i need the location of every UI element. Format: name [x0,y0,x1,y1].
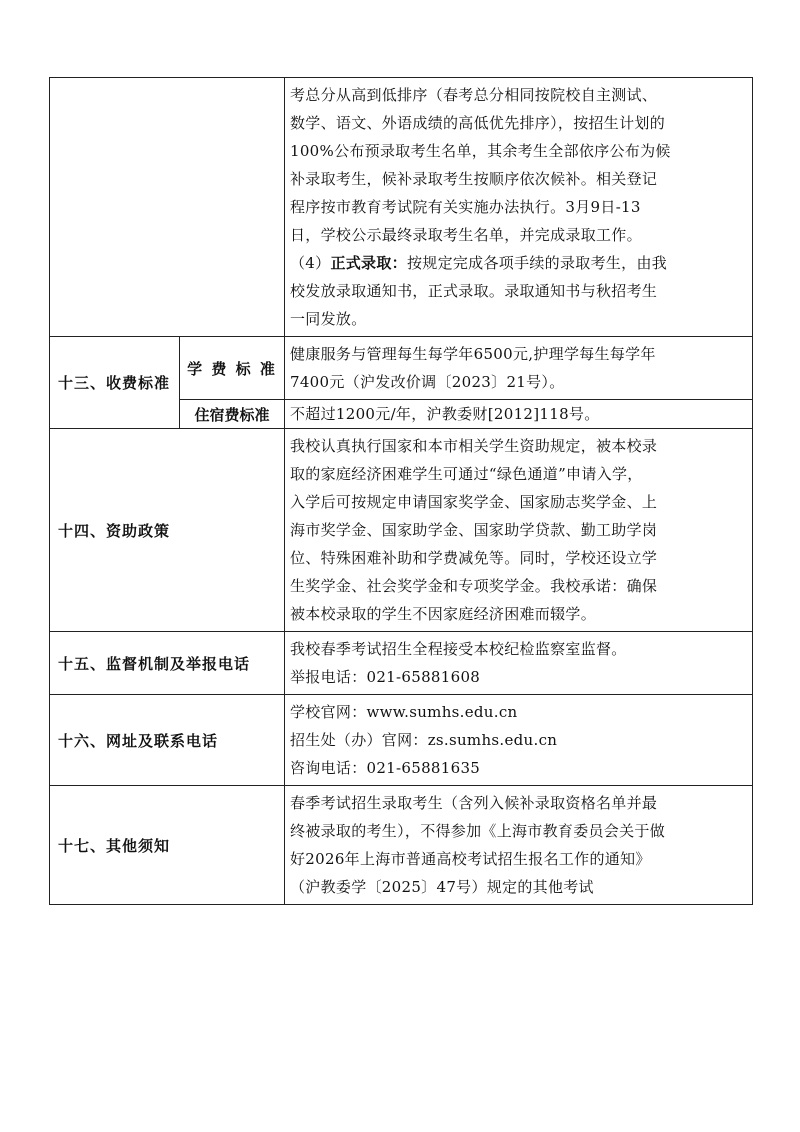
text-line: 被本校录取的学生不因家庭经济困难而辍学。 [290,605,597,623]
text-line: 补录取考生，候补录取考生按顺序依次候补。相关登记 [290,170,658,188]
section13-tuition-row [50,337,753,400]
section17-label: 十七、其他须知 [50,786,285,905]
text-line: 春季考试招生录取考生（含列入候补录取资格名单并最 [290,794,658,812]
text-line: 海市奖学金、国家助学金、国家助学贷款、勤工助学岗 [290,521,658,539]
item4-line [290,249,748,277]
enrollment-info-table [49,77,753,905]
text-line: 健康服务与管理每生每学年6500元,护理学每生每学年 [290,345,656,363]
text-line: 日，学校公示最终录取考生名单，并完成录取工作。 [290,226,642,244]
section12-label-cell [50,78,285,337]
text-line: 不超过1200元/年，沪教委财[2012]118号。 [290,405,600,423]
section14-row [50,429,753,632]
item4-bold-title: 正式录取： [330,254,407,272]
tuition-content [285,337,753,400]
text-line: 入学后可按规定申请国家奖学金、国家励志奖学金、上 [290,493,658,511]
section15-content [285,632,753,695]
section14-content [285,429,753,632]
section17-row [50,786,753,905]
tuition-label: 学 费 标 准 [180,337,285,400]
section17-content [285,786,753,905]
section16-label: 十六、网址及联系电话 [50,695,285,786]
section16-content [285,695,753,786]
section14-label: 十四、资助政策 [50,429,285,632]
text-line: 数学、语文、外语成绩的高低优先排序），按招生计划的 [290,114,666,132]
item4-prefix: （4） [290,254,331,272]
text-line: 我校认真执行国家和本市相关学生资助规定，被本校录 [290,437,658,455]
text-line: 程序按市教育考试院有关实施办法执行。3月9日-13 [290,198,641,216]
item4-text: 按规定完成各项手续的录取考生，由我 [406,254,668,272]
dorm-fee-content [285,400,753,429]
text-line: 取的家庭经济困难学生可通过“绿色通道”申请入学， [290,465,643,483]
section13-label: 十三、收费标准 [50,337,180,429]
text-line: 生奖学金、社会奖学金和专项奖学金。我校承诺：确保 [290,577,658,595]
text-line: 7400元（沪发改价调〔2023〕21号）。 [290,373,565,391]
section12-content [285,78,753,337]
text-line: 举报电话：021-65881608 [290,668,481,686]
section15-label: 十五、监督机制及举报电话 [50,632,285,695]
text-line: 100%公布预录取考生名单，其余考生全部依序公布为候 [290,142,671,160]
dorm-fee-label: 住宿费标准 [180,400,285,429]
text-line: 位、特殊困难补助和学费减免等。同时，学校还设立学 [290,549,658,567]
text-line: 招生处（办）官网：zs.sumhs.edu.cn [290,731,558,749]
text-line: （沪教委学〔2025〕47号）规定的其他考试 [290,878,594,896]
text-line: 终被录取的考生），不得参加《上海市教育委员会关于做 [290,822,666,840]
text-line: 一同发放。 [290,310,367,328]
text-line: 咨询电话：021-65881635 [290,759,481,777]
section16-row [50,695,753,786]
text-line: 校发放录取通知书，正式录取。录取通知书与秋招考生 [290,282,658,300]
text-line: 考总分从高到低排序（春考总分相同按院校自主测试、 [290,86,658,104]
text-line: 学校官网：www.sumhs.edu.cn [290,703,518,721]
section15-row [50,632,753,695]
section12-row [50,78,753,337]
text-line: 我校春季考试招生全程接受本校纪检监察室监督。 [290,640,627,658]
text-line: 好2026年上海市普通高校考试招生报名工作的通知》 [290,850,651,868]
